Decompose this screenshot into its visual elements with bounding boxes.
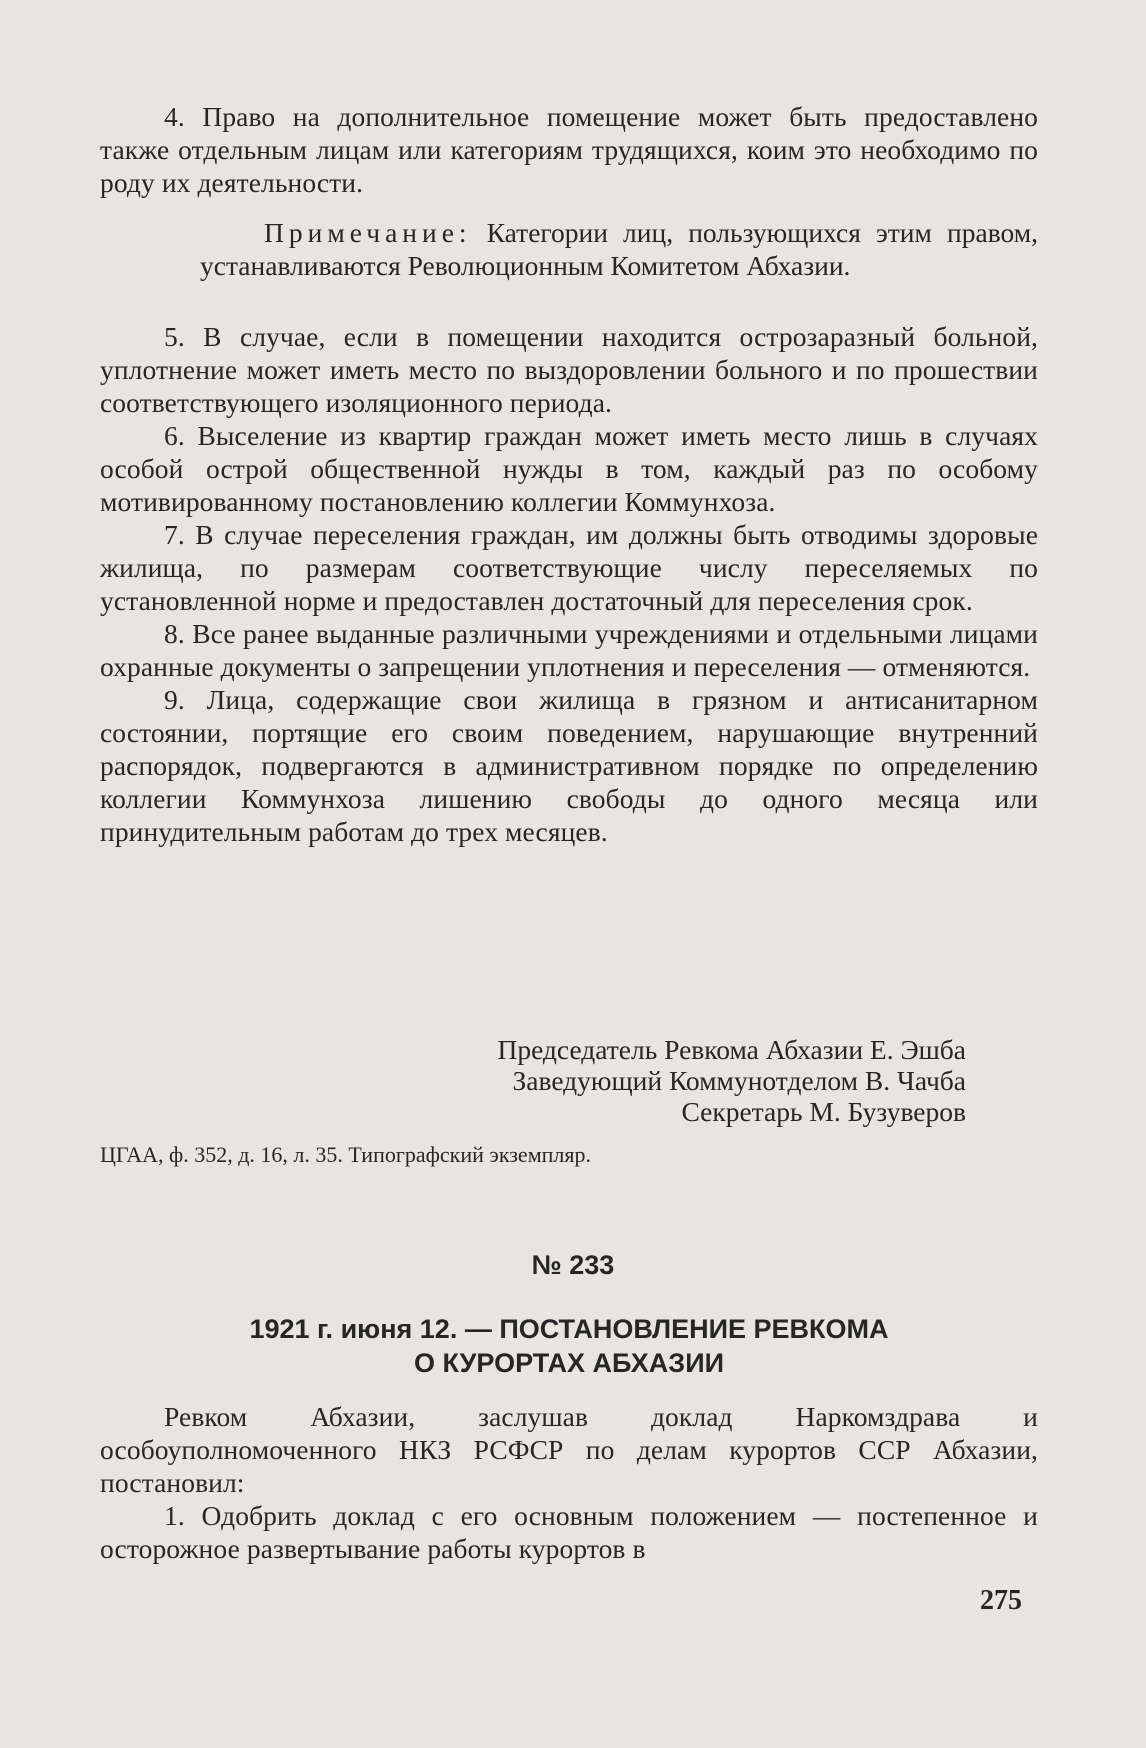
paragraph-4: 4. Право на дополнительное помещение может быть предоставлено также отдельным лицам или категориям трудящихся, коим это необходимо по роду их деятельности. [100, 101, 1038, 198]
paragraph-6: 6. Выселение из квартир граждан может иметь место лишь в случаях особой острой общественной нужды в том, каждый раз по особому мотивированному постановлению коллегии Коммунхоза. [100, 420, 1038, 517]
note-block [200, 216, 1038, 282]
paragraph-7: 7. В случае переселения граждан, им должны быть отводимы здоровые жилища, по размерам соответствующие числу переселяемых по установленной норме и предоставлен достаточный для переселения срок. [100, 519, 1038, 616]
section-point-4 [100, 100, 1038, 199]
resolution-body [100, 1400, 1038, 1565]
section-points-5-9 [100, 320, 1038, 848]
note-label: Примечание: [264, 217, 472, 248]
page-number: 275 [980, 1585, 1022, 1616]
signature-head-communal: Заведующий Коммунотделом В. Чачба [512, 1065, 966, 1096]
paragraph-5: 5. В случае, если в помещении находится острозаразный больной, уплотнение может иметь место по выздоровлении больного и по прошествии соответствующего изоляционного периода. [100, 321, 1038, 418]
signature-chairman: Председатель Ревкома Абхазии Е. Эшба [497, 1034, 966, 1065]
intro-paragraph: Ревком Абхазии, заслушав доклад Наркомздрава и особоуполномоченного НКЗ РСФСР по делам курортов ССР Абхазии, постановил: [100, 1401, 1038, 1498]
document-title [100, 1312, 1038, 1380]
title-line-1: 1921 г. июня 12. — ПОСТАНОВЛЕНИЕ РЕВКОМА [249, 1314, 889, 1344]
signature-secretary: Секретарь М. Бузуверов [681, 1096, 966, 1127]
note-text: Категории лиц, пользующихся этим правом, устанавливаются Революционным Комитетом Абхазии. [200, 217, 1039, 281]
paragraph-9: 9. Лица, содержащие свои жилища в грязном и антисанитарном состоянии, портящие его своим поведением, нарушающие внутренний распорядок, подвергаются в административном порядке по определению коллегии Коммунхоза лишению свободы до одного месяца или принудительным работам до трех месяцев. [100, 684, 1038, 847]
title-line-2: О КУРОРТАХ АБХАЗИИ [413, 1348, 725, 1378]
paragraph-8: 8. Все ранее выданные различными учреждениями и отдельными лицами охранные документы о запрещении уплотнения и переселения — отменяются. [100, 618, 1038, 682]
archive-source: ЦГАА, ф. 352, д. 16, л. 35. Типографский экземпляр. [100, 1142, 591, 1167]
signature-block [497, 1034, 966, 1127]
document-number: № 233 [531, 1250, 615, 1280]
item-1-paragraph: 1. Одобрить доклад с его основным положением — постепенное и осторожное развертывание работы курортов в [100, 1500, 1038, 1564]
